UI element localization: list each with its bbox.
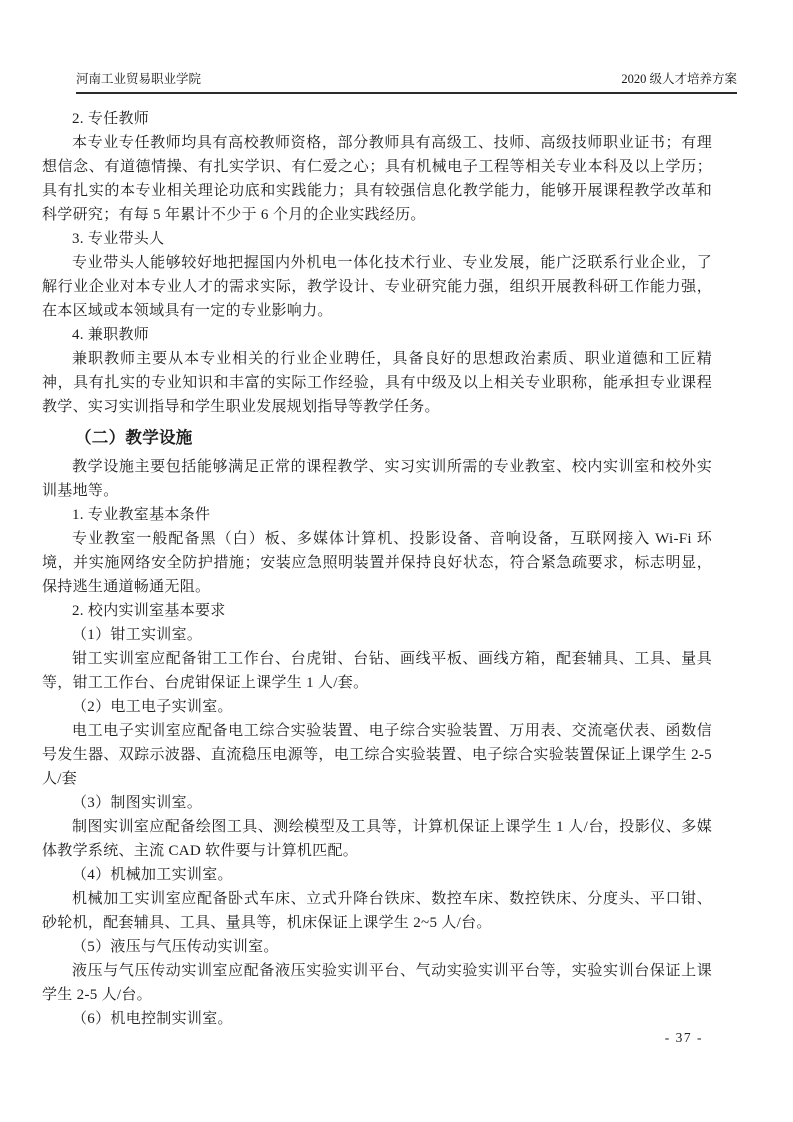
header-school-name: 河南工业贸易职业学院: [76, 72, 202, 86]
paragraph: 钳工实训室应配备钳工工作台、台虎钳、台钻、画线平板、画线方箱，配套辅具、工具、量具等，钳工工作台、台虎钳保证上课学生 1 人/套。: [42, 651, 712, 691]
paragraph: 本专业专任教师均具有高校教师资格，部分教师具有高级工、技师、高级技师职业证书；有理想信念、有道德情操、有扎实学识、有仁爱之心；具有机械电子工程等相关专业本科及以上学历；具有扎实的本专业相关理论功底和实践能力；具有较强信息化教学能力，能够开展课程教学改革和科学研究；有每 5 年累计不少于 6 个月的企业实践经历。: [42, 135, 712, 223]
document-body: [42, 107, 712, 1031]
header-plan-title: 2020 级人才培养方案: [621, 72, 737, 86]
paragraph: 液压与气压传动实训室应配备液压实验实训平台、气动实验实训平台等，实验实训台保证上课学生 2-5 人/台。: [42, 963, 712, 1003]
paragraph: 专业教室一般配备黑（白）板、多媒体计算机、投影设备、音响设备，互联网接入 Wi-Fi 环境，并实施网络安全防护措施；安装应急照明装置并保持良好状态，符合紧急疏要求，标志明显，保持逃生通道畅通无阻。: [42, 531, 712, 595]
paragraph: 专业带头人能够较好地把握国内外机电一体化技术行业、专业发展，能广泛联系行业企业，了解行业企业对本专业人才的需求实际，教学设计、专业研究能力强，组织开展教科研工作能力强，在本区域或本领域具有一定的专业影响力。: [42, 255, 712, 319]
numbered-heading: 1. 专业教室基本条件: [72, 507, 211, 523]
list-item-heading: （1）钳工实训室。: [72, 627, 203, 643]
list-item-heading: （6）机电控制实训室。: [72, 1011, 233, 1027]
page-header: [76, 71, 737, 94]
numbered-heading: 2. 校内实训室基本要求: [72, 603, 226, 619]
paragraph: 电工电子实训室应配备电工综合实验装置、电子综合实验装置、万用表、交流毫伏表、函数信号发生器、双踪示波器、直流稳压电源等，电工综合实验装置、电子综合实验装置保证上课学生 2-5 人/套: [42, 723, 712, 787]
list-item-heading: （5）液压与气压传动实训室。: [72, 939, 279, 955]
paragraph: 机械加工实训室应配备卧式车床、立式升降台铁床、数控车床、数控铁床、分度头、平口钳、砂轮机，配套辅具、工具、量具等，机床保证上课学生 2~5 人/台。: [42, 891, 712, 931]
paragraph: 制图实训室应配备绘图工具、测绘模型及工具等，计算机保证上课学生 1 人/台，投影仪、多媒体教学系统、主流 CAD 软件要与计算机匹配。: [42, 819, 712, 859]
list-item-heading: （3）制图实训室。: [72, 795, 203, 811]
paragraph: 兼职教师主要从本专业相关的行业企业聘任，具备良好的思想政治素质、职业道德和工匠精神，具有扎实的专业知识和丰富的实际工作经验，具有中级及以上相关专业职称，能承担专业课程教学、实习实训指导和学生职业发展规划指导等教学任务。: [42, 351, 712, 415]
numbered-heading: 4. 兼职教师: [72, 327, 150, 343]
numbered-heading: 3. 专业带头人: [72, 231, 165, 247]
section-heading: （二）教学设施: [75, 428, 193, 447]
paragraph: 教学设施主要包括能够满足正常的课程教学、实习实训所需的专业教室、校内实训室和校外实训基地等。: [42, 459, 712, 499]
list-item-heading: （4）机械加工实训室。: [72, 867, 233, 883]
page-number: - 37 -: [664, 1030, 703, 1045]
list-item-heading: （2）电工电子实训室。: [72, 699, 233, 715]
numbered-heading: 2. 专任教师: [72, 111, 150, 127]
